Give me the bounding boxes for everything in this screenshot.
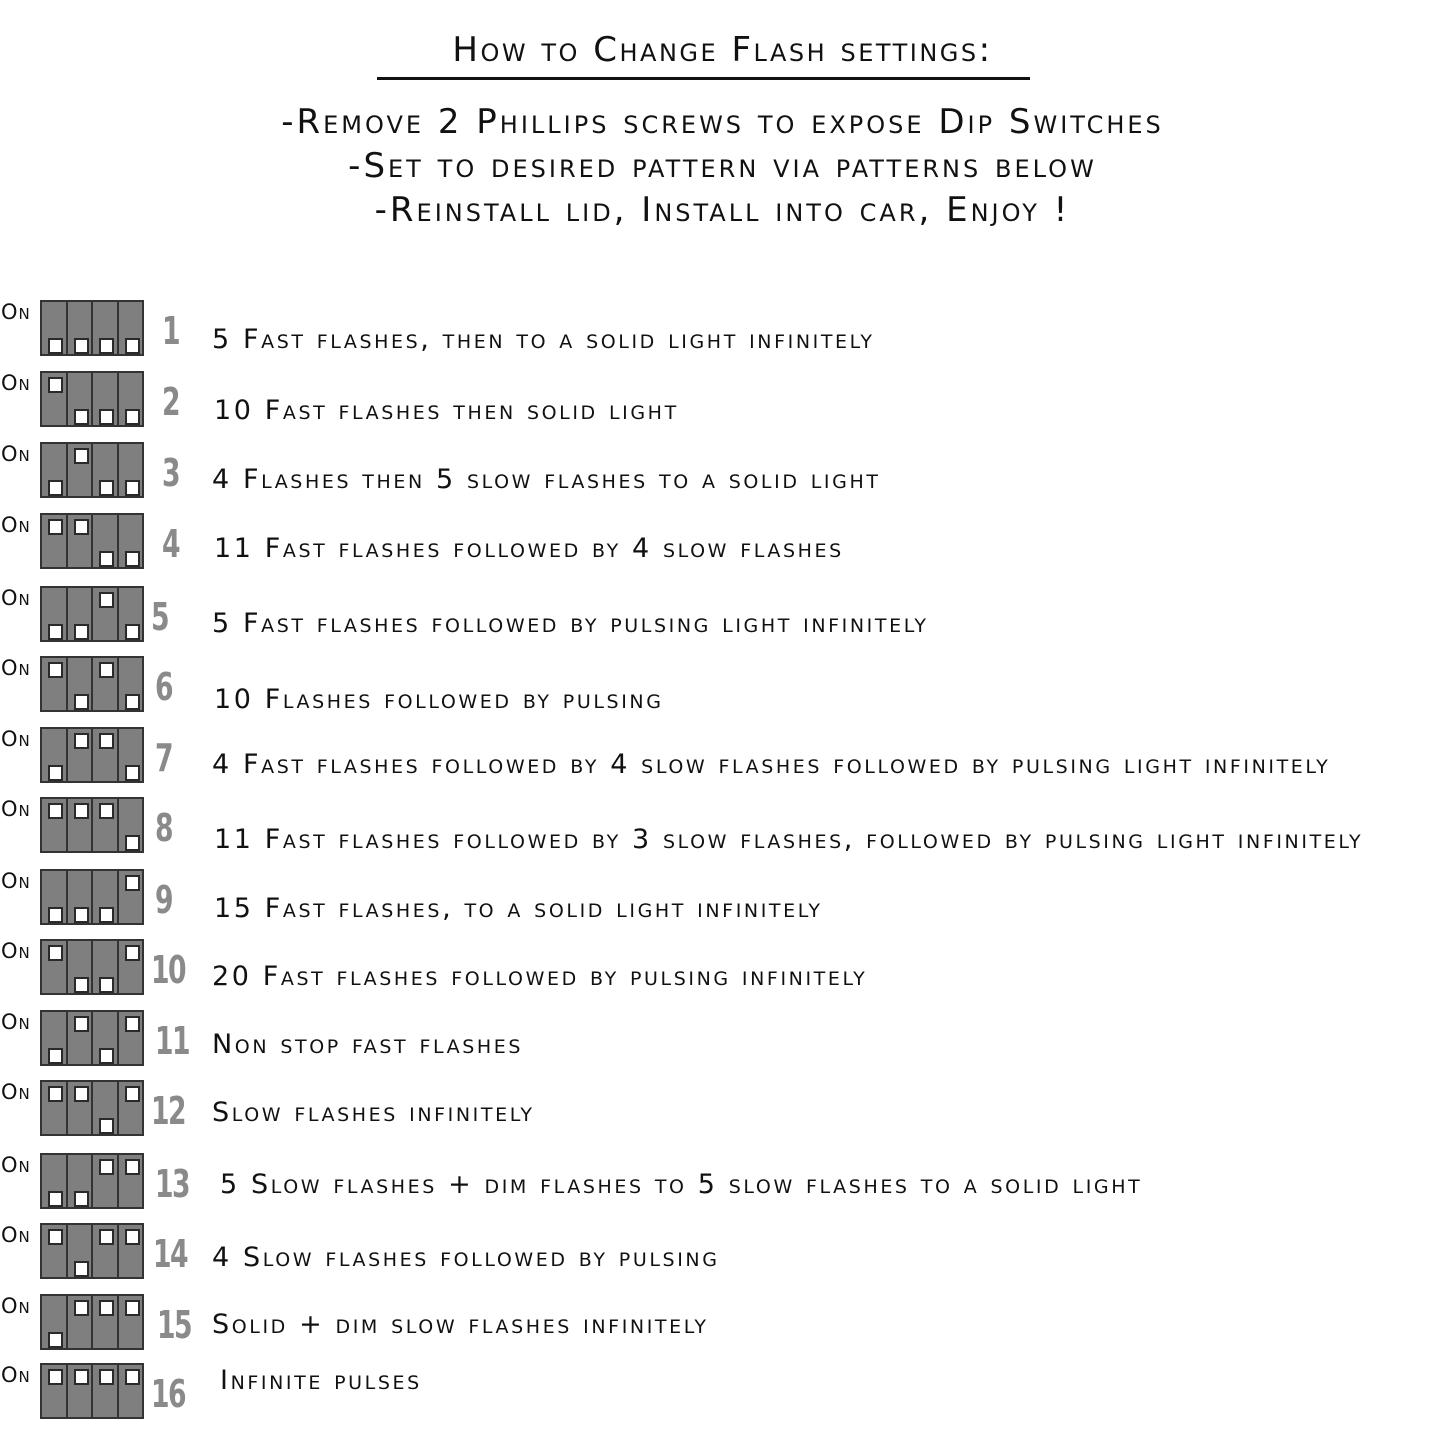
on-label: On [1, 727, 31, 751]
switch-knob-off [125, 765, 140, 781]
dip-switch-2 [68, 302, 94, 354]
dip-switch-block [40, 1080, 144, 1136]
dip-switch-1 [42, 1296, 68, 1348]
dip-switch-1 [42, 515, 68, 567]
dip-switch-3 [93, 515, 119, 567]
dip-switch-3 [93, 588, 119, 640]
on-label: On [1, 300, 31, 324]
dip-switch-2 [68, 444, 94, 496]
switch-knob-off [99, 1118, 114, 1134]
pattern-description: Solid + dim slow flashes infinitely [212, 1309, 709, 1340]
pattern-description: 5 Slow flashes + dim flashes to 5 slow flashes to a solid light [220, 1169, 1143, 1200]
dip-switch-3 [93, 302, 119, 354]
pattern-number: 8 [155, 806, 173, 850]
dip-switch-2 [68, 1365, 94, 1417]
dip-switch-2 [68, 373, 94, 425]
dip-switch-1 [42, 588, 68, 640]
pattern-description: 4 Flashes then 5 slow flashes to a solid light [212, 464, 881, 495]
dip-switch-1 [42, 658, 68, 710]
page-title: How to Change Flash settings: [452, 30, 993, 70]
dip-switch-4 [119, 729, 143, 781]
switch-knob-on [74, 519, 89, 535]
pattern-number: 6 [155, 665, 173, 709]
switch-knob-on [74, 803, 89, 819]
dip-switch-4 [119, 658, 143, 710]
switch-knob-off [74, 1191, 89, 1207]
switch-knob-off [125, 551, 140, 567]
pattern-number: 1 [162, 309, 180, 353]
dip-switch-3 [93, 1365, 119, 1417]
switch-knob-on [99, 1229, 114, 1245]
switch-knob-off [48, 480, 63, 496]
pattern-row [0, 1294, 1445, 1358]
on-label: On [1, 869, 31, 893]
dip-switch-4 [119, 444, 143, 496]
title-underline [377, 77, 1030, 80]
switch-knob-off [125, 835, 140, 851]
switch-knob-off [125, 694, 140, 710]
dip-switch-block [40, 1153, 144, 1209]
pattern-description: 11 Fast flashes followed by 4 slow flashes [214, 533, 844, 564]
switch-knob-off [48, 907, 63, 923]
switch-knob-on [99, 1300, 114, 1316]
pattern-row [0, 371, 1445, 435]
pattern-row [0, 1363, 1445, 1427]
dip-switch-2 [68, 658, 94, 710]
switch-knob-on [125, 1229, 140, 1245]
pattern-row [0, 869, 1445, 933]
dip-switch-4 [119, 871, 143, 923]
switch-knob-on [125, 1086, 140, 1102]
switch-knob-off [74, 624, 89, 640]
switch-knob-on [125, 1369, 140, 1385]
on-label: On [1, 513, 31, 537]
dip-switch-2 [68, 1012, 94, 1064]
switch-knob-on [74, 1300, 89, 1316]
dip-switch-2 [68, 941, 94, 993]
switch-knob-on [99, 733, 114, 749]
switch-knob-off [99, 977, 114, 993]
dip-switch-4 [119, 1225, 143, 1277]
dip-switch-block [40, 869, 144, 925]
switch-knob-off [99, 907, 114, 923]
dip-switch-1 [42, 1225, 68, 1277]
switch-knob-on [48, 519, 63, 535]
dip-switch-2 [68, 588, 94, 640]
dip-switch-3 [93, 444, 119, 496]
pattern-description: 11 Fast flashes followed by 3 slow flashes, followed by pulsing light infinitely [214, 824, 1364, 855]
switch-knob-off [99, 409, 114, 425]
switch-knob-off [125, 480, 140, 496]
on-label: On [1, 1010, 31, 1034]
switch-knob-off [125, 624, 140, 640]
dip-switch-block [40, 371, 144, 427]
dip-switch-block [40, 727, 144, 783]
pattern-number: 15 [157, 1303, 191, 1347]
switch-knob-on [48, 1229, 63, 1245]
dip-switch-1 [42, 941, 68, 993]
pattern-number: 3 [162, 451, 180, 495]
switch-knob-off [48, 624, 63, 640]
dip-switch-1 [42, 871, 68, 923]
pattern-description: 5 Fast flashes, then to a solid light infinitely [212, 324, 875, 355]
step-3: -Reinstall lid, Install into car, Enjoy ! [374, 190, 1071, 230]
switch-knob-on [99, 1369, 114, 1385]
switch-knob-off [74, 977, 89, 993]
switch-knob-on [48, 1369, 63, 1385]
dip-switch-2 [68, 1296, 94, 1348]
dip-switch-3 [93, 799, 119, 851]
switch-knob-on [48, 1086, 63, 1102]
switch-knob-on [125, 1300, 140, 1316]
switch-knob-on [74, 448, 89, 464]
switch-knob-off [99, 1048, 114, 1064]
dip-switch-4 [119, 1365, 143, 1417]
dip-switch-block [40, 1363, 144, 1419]
dip-switch-block [40, 939, 144, 995]
pattern-number: 16 [151, 1372, 185, 1416]
switch-knob-on [99, 662, 114, 678]
pattern-number: 2 [162, 380, 180, 424]
switch-knob-off [48, 1048, 63, 1064]
dip-switch-block [40, 586, 144, 642]
on-label: On [1, 1363, 31, 1387]
dip-switch-1 [42, 302, 68, 354]
pattern-description: Non stop fast flashes [212, 1029, 524, 1060]
pattern-row [0, 442, 1445, 506]
switch-knob-on [48, 803, 63, 819]
pattern-description: 5 Fast flashes followed by pulsing light infinitely [212, 608, 929, 639]
switch-knob-off [48, 765, 63, 781]
switch-knob-off [99, 338, 114, 354]
switch-knob-on [99, 1159, 114, 1175]
on-label: On [1, 586, 31, 610]
dip-switch-3 [93, 941, 119, 993]
pattern-row [0, 586, 1445, 650]
dip-switch-3 [93, 373, 119, 425]
dip-switch-block [40, 442, 144, 498]
pattern-number: 7 [155, 736, 173, 780]
switch-knob-on [125, 1016, 140, 1032]
pattern-row [0, 513, 1445, 577]
switch-knob-off [74, 694, 89, 710]
dip-switch-4 [119, 1082, 143, 1134]
dip-switch-block [40, 656, 144, 712]
dip-switch-block [40, 300, 144, 356]
on-label: On [1, 1080, 31, 1104]
pattern-description: Slow flashes infinitely [212, 1097, 535, 1128]
dip-switch-3 [93, 1155, 119, 1207]
dip-switch-block [40, 797, 144, 853]
dip-switch-block [40, 1010, 144, 1066]
dip-switch-block [40, 513, 144, 569]
switch-knob-off [74, 338, 89, 354]
dip-switch-4 [119, 1296, 143, 1348]
dip-switch-1 [42, 444, 68, 496]
dip-switch-2 [68, 515, 94, 567]
dip-switch-4 [119, 799, 143, 851]
dip-switch-2 [68, 1225, 94, 1277]
pattern-number: 4 [162, 522, 180, 566]
instruction-steps [0, 100, 1445, 232]
step-1: -Remove 2 Phillips screws to expose Dip Switches [281, 102, 1164, 142]
dip-switch-1 [42, 729, 68, 781]
on-label: On [1, 1153, 31, 1177]
switch-knob-on [74, 733, 89, 749]
dip-switch-3 [93, 1012, 119, 1064]
pattern-number: 14 [153, 1232, 187, 1276]
pattern-row [0, 1153, 1445, 1217]
on-label: On [1, 371, 31, 395]
on-label: On [1, 656, 31, 680]
pattern-description: 10 Flashes followed by pulsing [214, 684, 664, 715]
dip-switch-4 [119, 515, 143, 567]
pattern-row [0, 656, 1445, 720]
switch-knob-off [48, 338, 63, 354]
dip-switch-block [40, 1294, 144, 1350]
switch-knob-on [74, 1016, 89, 1032]
switch-knob-on [48, 945, 63, 961]
switch-knob-off [125, 409, 140, 425]
pattern-number: 12 [151, 1089, 185, 1133]
pattern-row [0, 300, 1445, 364]
switch-knob-on [125, 1159, 140, 1175]
dip-switch-2 [68, 1082, 94, 1134]
dip-switch-1 [42, 1082, 68, 1134]
switch-knob-on [74, 1369, 89, 1385]
switch-knob-off [74, 409, 89, 425]
dip-switch-3 [93, 1296, 119, 1348]
pattern-description: 10 Fast flashes then solid light [214, 395, 679, 426]
dip-switch-1 [42, 1012, 68, 1064]
dip-switch-1 [42, 799, 68, 851]
switch-knob-on [99, 803, 114, 819]
on-label: On [1, 1223, 31, 1247]
pattern-row [0, 1010, 1445, 1074]
switch-knob-on [48, 377, 63, 393]
dip-switch-4 [119, 1012, 143, 1064]
dip-switch-1 [42, 1155, 68, 1207]
dip-switch-3 [93, 729, 119, 781]
dip-switch-2 [68, 871, 94, 923]
switch-knob-on [125, 945, 140, 961]
pattern-row [0, 727, 1445, 791]
switch-knob-off [74, 1261, 89, 1277]
dip-switch-3 [93, 1082, 119, 1134]
switch-knob-off [125, 338, 140, 354]
switch-knob-on [48, 662, 63, 678]
dip-switch-block [40, 1223, 144, 1279]
pattern-description: 15 Fast flashes, to a solid light infinitely [214, 893, 823, 924]
pattern-row [0, 939, 1445, 1003]
pattern-number: 5 [151, 595, 169, 639]
dip-switch-4 [119, 373, 143, 425]
pattern-number: 10 [151, 948, 185, 992]
dip-switch-4 [119, 588, 143, 640]
on-label: On [1, 442, 31, 466]
pattern-row [0, 797, 1445, 861]
dip-switch-1 [42, 373, 68, 425]
pattern-description: 20 Fast flashes followed by pulsing infinitely [212, 961, 868, 992]
on-label: On [1, 797, 31, 821]
dip-switch-1 [42, 1365, 68, 1417]
switch-knob-off [74, 907, 89, 923]
dip-switch-2 [68, 729, 94, 781]
switch-knob-off [99, 480, 114, 496]
pattern-number: 11 [155, 1019, 189, 1063]
pattern-description: 4 Slow flashes followed by pulsing [212, 1242, 720, 1273]
dip-switch-3 [93, 1225, 119, 1277]
dip-switch-3 [93, 658, 119, 710]
on-label: On [1, 939, 31, 963]
switch-knob-on [99, 592, 114, 608]
dip-switch-2 [68, 1155, 94, 1207]
step-2: -Set to desired pattern via patterns below [348, 146, 1097, 186]
switch-knob-on [74, 1086, 89, 1102]
pattern-row [0, 1223, 1445, 1287]
pattern-row [0, 1080, 1445, 1144]
switch-knob-off [48, 1332, 63, 1348]
pattern-number: 13 [155, 1162, 189, 1206]
switch-knob-off [48, 1191, 63, 1207]
pattern-description: 4 Fast flashes followed by 4 slow flashes followed by pulsing light infinitely [212, 749, 1331, 780]
dip-switch-4 [119, 941, 143, 993]
dip-switch-2 [68, 799, 94, 851]
dip-switch-4 [119, 302, 143, 354]
on-label: On [1, 1294, 31, 1318]
dip-switch-4 [119, 1155, 143, 1207]
switch-knob-off [99, 551, 114, 567]
pattern-number: 9 [155, 878, 173, 922]
pattern-description: Infinite pulses [220, 1365, 422, 1396]
dip-switch-3 [93, 871, 119, 923]
switch-knob-on [125, 875, 140, 891]
